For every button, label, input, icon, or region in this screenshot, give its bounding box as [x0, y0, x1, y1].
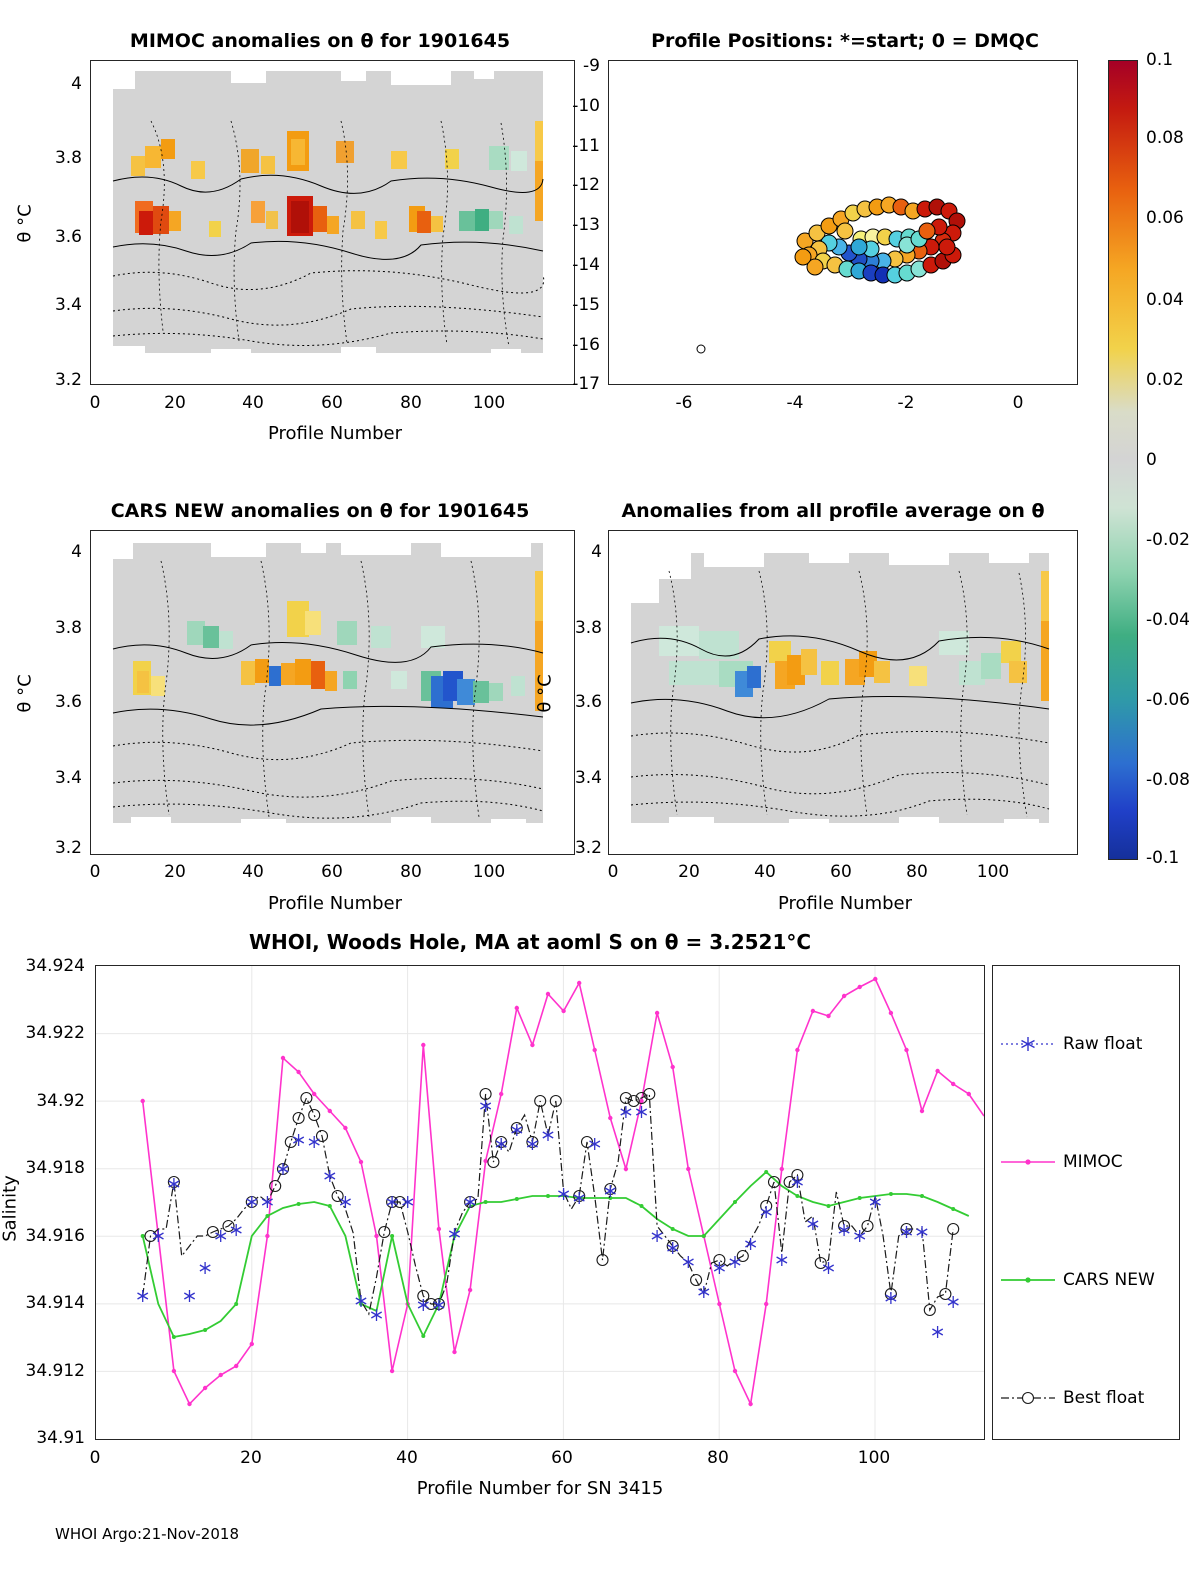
positions-title: Profile Positions: *=start; 0 = DMQC — [651, 30, 1039, 52]
mimoc-xtick-3: 60 — [321, 393, 343, 413]
legend-label-best-float: Best float — [1063, 1388, 1145, 1408]
positions-xtick-2: -2 — [897, 393, 915, 413]
mimoc-xtick-5: 100 — [472, 393, 506, 413]
colorbar-tick-7: -0.04 — [1146, 610, 1190, 630]
positions-ytick-3: -14 — [572, 255, 600, 275]
colorbar-tick-6: -0.02 — [1146, 530, 1190, 550]
salinity-xtick-2: 40 — [396, 1448, 418, 1468]
positions-ytick-2: -15 — [572, 295, 600, 315]
positions-xtick-0: -6 — [675, 393, 693, 413]
mimoc-xtick-2: 40 — [242, 393, 264, 413]
salinity-xtick-0: 0 — [89, 1448, 101, 1468]
colorbar-tick-3: 0.04 — [1146, 290, 1184, 310]
positions-xtick-3: 0 — [1012, 393, 1024, 413]
colorbar-tick-8: -0.06 — [1146, 690, 1190, 710]
colorbar-tick-4: 0.02 — [1146, 370, 1184, 390]
cars-ytick-3: 3.8 — [54, 618, 82, 638]
colorbar-gradient — [1108, 60, 1138, 860]
salinity-ytick-4: 34.918 — [25, 1158, 85, 1178]
figure-footer: WHOI Argo:21-Nov-2018 — [55, 1525, 239, 1543]
cars-ylabel: θ °C — [14, 674, 36, 713]
mimoc-ytick-1: 3.4 — [54, 295, 82, 315]
positions-ytick-8: -9 — [583, 56, 600, 76]
salinity-plot — [96, 966, 984, 1439]
allprof-ytick-0: 3.2 — [574, 838, 602, 858]
cars-title: CARS NEW anomalies on θ for 1901645 — [110, 500, 530, 522]
salinity-ylabel: Salinity — [0, 1175, 21, 1242]
cars-xtick-5: 100 — [472, 862, 506, 882]
positions-ytick-0: -17 — [572, 374, 600, 394]
positions-axes — [608, 60, 1078, 385]
salinity-ytick-6: 34.922 — [25, 1023, 85, 1043]
mimoc-xtick-0: 0 — [89, 393, 101, 413]
mimoc-xtick-1: 20 — [164, 393, 186, 413]
salinity-ytick-5: 34.92 — [36, 1091, 85, 1111]
legend-label-cars-new: CARS NEW — [1063, 1270, 1155, 1290]
allprof-ytick-2: 3.6 — [574, 692, 602, 712]
mimoc-xtick-4: 80 — [400, 393, 422, 413]
salinity-title: WHOI, Woods Hole, MA at aoml S on θ = 3.2521°C — [248, 930, 812, 954]
positions-ytick-5: -12 — [572, 175, 600, 195]
salinity-xtick-5: 100 — [857, 1448, 891, 1468]
colorbar-tick-2: 0.06 — [1146, 208, 1184, 228]
salinity-xtick-1: 20 — [240, 1448, 262, 1468]
legend-label-raw-float: Raw float — [1063, 1034, 1143, 1054]
cars-xtick-3: 60 — [321, 862, 343, 882]
colorbar-tick-1: 0.08 — [1146, 128, 1184, 148]
allprof-xtick-2: 40 — [754, 862, 776, 882]
mimoc-heatmap — [91, 61, 574, 384]
cars-heatmap — [91, 531, 574, 854]
allprof-xlabel: Profile Number — [778, 893, 912, 914]
allprof-ytick-1: 3.4 — [574, 768, 602, 788]
allprof-ytick-4: 4 — [591, 542, 602, 562]
allprof-xtick-1: 20 — [678, 862, 700, 882]
cars-xtick-0: 0 — [89, 862, 101, 882]
salinity-xtick-4: 80 — [707, 1448, 729, 1468]
allprof-ytick-3: 3.8 — [574, 618, 602, 638]
mimoc-ylabel: θ °C — [14, 204, 36, 243]
allprof-axes — [608, 530, 1078, 855]
positions-xtick-1: -4 — [786, 393, 804, 413]
salinity-ytick-3: 34.916 — [25, 1226, 85, 1246]
salinity-ytick-7: 34.924 — [25, 956, 85, 976]
cars-ytick-2: 3.6 — [54, 692, 82, 712]
allprof-xtick-5: 100 — [976, 862, 1010, 882]
mimoc-ytick-3: 3.8 — [54, 148, 82, 168]
colorbar-tick-5: 0 — [1146, 450, 1157, 470]
mimoc-xlabel: Profile Number — [268, 423, 402, 444]
salinity-axes — [95, 965, 985, 1440]
positions-ytick-4: -13 — [572, 215, 600, 235]
cars-ytick-4: 4 — [71, 542, 82, 562]
cars-xtick-4: 80 — [400, 862, 422, 882]
colorbar-tick-9: -0.08 — [1146, 770, 1190, 790]
allprof-ylabel: θ °C — [534, 674, 556, 713]
cars-ytick-1: 3.4 — [54, 768, 82, 788]
cars-xlabel: Profile Number — [268, 893, 402, 914]
cars-ytick-0: 3.2 — [54, 838, 82, 858]
salinity-ytick-1: 34.912 — [25, 1361, 85, 1381]
salinity-ytick-0: 34.91 — [36, 1428, 85, 1448]
cars-xtick-1: 20 — [164, 862, 186, 882]
allprof-heatmap — [609, 531, 1077, 854]
salinity-legend — [992, 965, 1180, 1440]
mimoc-axes — [90, 60, 575, 385]
salinity-xlabel: Profile Number for SN 3415 — [416, 1478, 664, 1499]
mimoc-ytick-4: 4 — [71, 74, 82, 94]
allprof-xtick-3: 60 — [830, 862, 852, 882]
salinity-xtick-3: 60 — [551, 1448, 573, 1468]
legend-label-mimoc: MIMOC — [1063, 1152, 1123, 1172]
cars-xtick-2: 40 — [242, 862, 264, 882]
mimoc-ytick-2: 3.6 — [54, 227, 82, 247]
mimoc-ytick-0: 3.2 — [54, 370, 82, 390]
salinity-ytick-2: 34.914 — [25, 1293, 85, 1313]
allprof-title: Anomalies from all profile average on θ — [621, 500, 1045, 522]
allprof-xtick-0: 0 — [607, 862, 619, 882]
positions-ytick-7: -10 — [572, 96, 600, 116]
mimoc-title: MIMOC anomalies on θ for 1901645 — [129, 30, 511, 52]
allprof-xtick-4: 80 — [906, 862, 928, 882]
colorbar-tick-0: 0.1 — [1146, 50, 1174, 70]
positions-ytick-1: -16 — [572, 335, 600, 355]
positions-scatter — [609, 61, 1077, 384]
colorbar-tick-10: -0.1 — [1146, 848, 1180, 868]
positions-ytick-6: -11 — [572, 136, 600, 156]
cars-axes — [90, 530, 575, 855]
